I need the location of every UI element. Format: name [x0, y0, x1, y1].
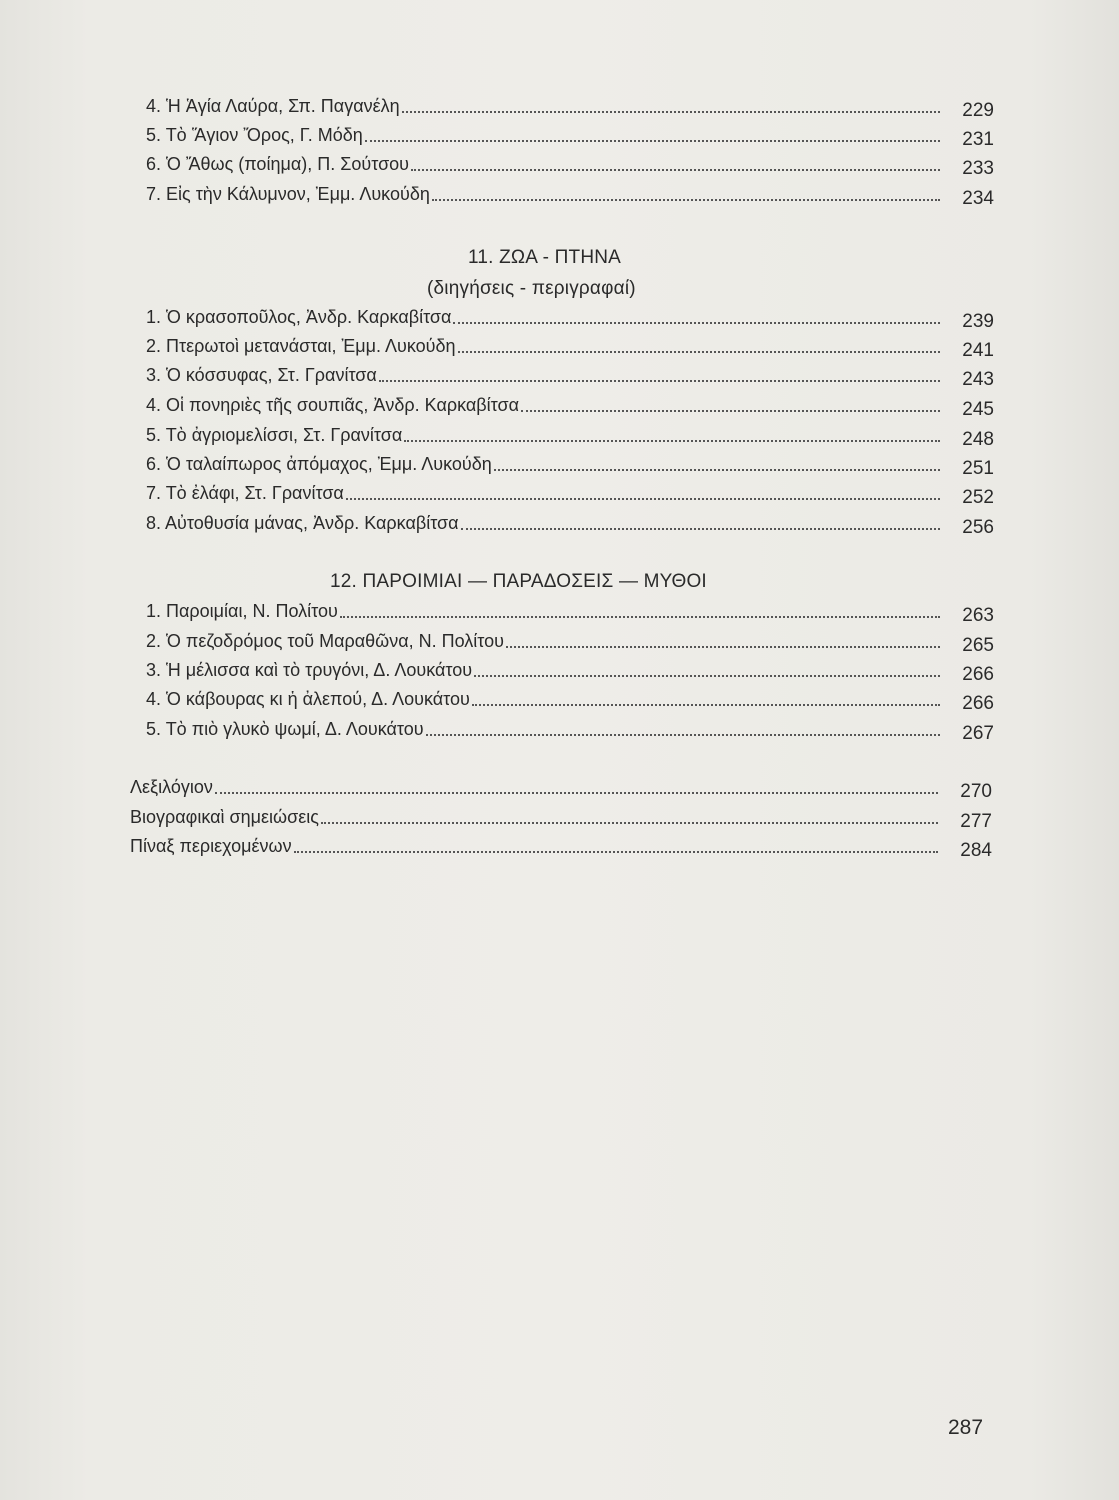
toc-entry-title: 5. Τὸ ἀγριομελίσσι, Στ. Γρανίτσα: [146, 425, 403, 445]
leader-dots: [474, 674, 940, 677]
toc-entry[interactable]: [146, 394, 994, 420]
toc-entry-title: 8. Αὐτοθυσία μάνας, Ἀνδρ. Καρκαβίτσα: [146, 513, 459, 533]
toc-entry-page: 248: [962, 429, 994, 450]
toc-entry[interactable]: [130, 776, 992, 802]
toc-entry-title: 5. Τὸ Ἅγιον Ὄρος, Γ. Μόδη: [146, 125, 363, 145]
section-heading: 12. ΠΑΡΟΙΜΙΑΙ — ΠΑΡΑΔΟΣΕΙΣ — ΜΥΘΟΙ: [330, 571, 707, 592]
toc-entry-page: 266: [962, 664, 994, 685]
toc-entry-title: 5. Τὸ πιὸ γλυκὸ ψωμί, Δ. Λουκάτου: [146, 719, 424, 739]
toc-entry[interactable]: [146, 95, 994, 121]
toc-entry[interactable]: [146, 453, 994, 479]
leader-dots: [426, 733, 940, 736]
leader-dots: [379, 379, 940, 382]
page-number: 287: [948, 1416, 984, 1439]
toc-entry[interactable]: [146, 306, 994, 332]
toc-entry-page: 266: [962, 693, 994, 714]
toc-entry-page: 252: [962, 487, 994, 508]
toc-entry-title: 7. Εἰς τὴν Κάλυμνον, Ἐμμ. Λυκούδη: [146, 184, 430, 204]
toc-entry-title: 3. Ὁ κόσσυφας, Στ. Γρανίτσα: [146, 365, 377, 385]
toc-entry-title: Λεξιλόγιον: [130, 777, 213, 797]
toc-entry[interactable]: [146, 124, 994, 150]
toc-entry-title: 1. Ὁ κρασοποῦλος, Ἀνδρ. Καρκαβίτσα: [146, 307, 452, 327]
toc-entry-page: 267: [962, 723, 994, 744]
toc-entry-page: 233: [962, 158, 994, 179]
toc-entry-title: Βιογραφικαὶ σημειώσεις: [130, 807, 319, 827]
toc-entry-page: 229: [962, 100, 994, 121]
toc-entry-title: 4. Ὁ κάβουρας κι ἡ ἀλεπού, Δ. Λουκάτου: [146, 689, 470, 709]
toc-entry[interactable]: [146, 364, 994, 390]
toc-entry[interactable]: [146, 630, 994, 656]
leader-dots: [521, 409, 940, 412]
leader-dots: [321, 821, 938, 824]
leader-dots: [340, 615, 940, 618]
toc-entry-title: 2. Πτερωτοὶ μετανάσται, Ἐμμ. Λυκούδη: [146, 336, 456, 356]
leader-dots: [215, 791, 938, 794]
toc-entry[interactable]: [146, 688, 994, 714]
leader-dots: [402, 110, 940, 113]
leader-dots: [411, 168, 940, 171]
toc-entry-page: 241: [962, 340, 994, 361]
toc-entry-title: 4. Ἡ Ἁγία Λαύρα, Σπ. Παγανέλη: [146, 96, 400, 116]
toc-entry[interactable]: [146, 183, 994, 209]
leader-dots: [432, 198, 940, 201]
toc-entry[interactable]: [130, 835, 992, 861]
toc-entry[interactable]: [146, 153, 994, 179]
leader-dots: [494, 468, 940, 471]
leader-dots: [404, 439, 940, 442]
toc-entry[interactable]: [146, 512, 994, 538]
leader-dots: [461, 527, 940, 530]
toc-entry-page: 239: [962, 311, 994, 332]
leader-dots: [346, 497, 940, 500]
toc-entry-page: 256: [962, 517, 994, 538]
leader-dots: [506, 645, 940, 648]
toc-entry[interactable]: [146, 335, 994, 361]
toc-entry-title: 3. Ἡ μέλισσα καὶ τὸ τρυγόνι, Δ. Λουκάτου: [146, 660, 473, 680]
toc-entry-page: 251: [962, 458, 994, 479]
leader-dots: [365, 139, 940, 142]
leader-dots: [453, 321, 940, 324]
toc-entry[interactable]: [146, 482, 994, 508]
toc-entry-page: 245: [962, 399, 994, 420]
toc-entry-page: 277: [960, 811, 992, 832]
toc-entry-page: 231: [962, 129, 994, 150]
section-heading: 11. ΖΩΑ - ΠΤΗΝΑ: [468, 247, 622, 268]
leader-dots: [294, 850, 938, 853]
toc-entry[interactable]: [146, 718, 994, 744]
leader-dots: [472, 703, 940, 706]
toc-entry-page: 263: [962, 605, 994, 626]
toc-entry[interactable]: [146, 424, 994, 450]
section-subheading: (διηγήσεις - περιγραφαί): [427, 278, 636, 299]
toc-entry-page: 265: [962, 635, 994, 656]
leader-dots: [458, 350, 940, 353]
toc-entry-title: 6. Ὁ Ἄθως (ποίημα), Π. Σούτσου: [146, 154, 410, 174]
toc-entry-title: 2. Ὁ πεζοδρόμος τοῦ Μαραθῶνα, Ν. Πολίτου: [146, 631, 505, 651]
toc-entry-title: 4. Οἱ πονηριὲς τῆς σουπιᾶς, Ἀνδρ. Καρκαβίτσα: [146, 395, 520, 415]
toc-entry-page: 234: [962, 188, 994, 209]
toc-entry-title: Πίναξ περιεχομένων: [130, 836, 292, 856]
toc-entry-page: 243: [962, 369, 994, 390]
toc-entry[interactable]: [130, 806, 992, 832]
toc-entry[interactable]: [146, 600, 994, 626]
toc-entry-title: 6. Ὁ ταλαίπωρος ἀπόμαχος, Ἐμμ. Λυκούδη: [146, 454, 492, 474]
toc-entry-title: 1. Παροιμίαι, Ν. Πολίτου: [146, 601, 338, 621]
toc-entry-page: 284: [960, 840, 992, 861]
toc-entry-page: 270: [960, 781, 992, 802]
toc-entry-title: 7. Τὸ ἐλάφι, Στ. Γρανίτσα: [146, 483, 344, 503]
toc-entry[interactable]: [146, 659, 994, 685]
